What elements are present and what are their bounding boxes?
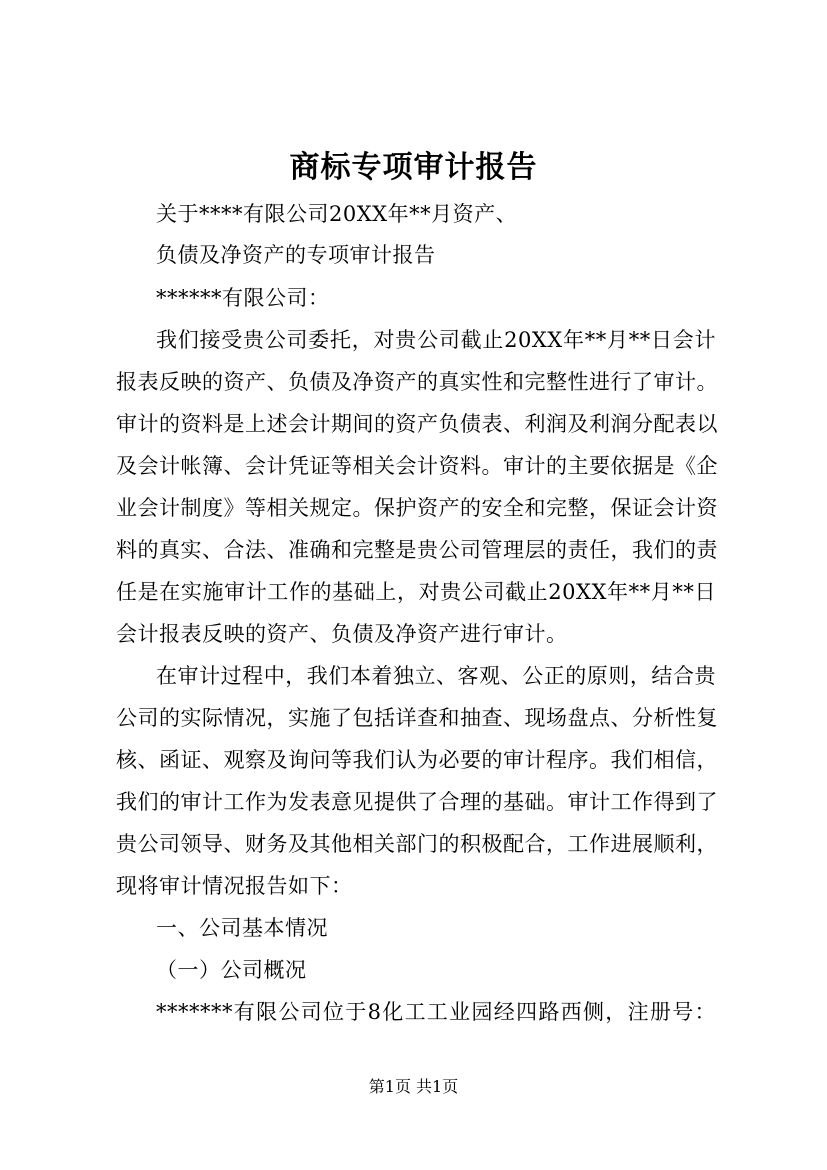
paragraph-1-line-8: 会计报表反映的资产、负债及净资产进行审计。 [116, 622, 568, 646]
paragraph-2-line-2: 公司的实际情况，实施了包括详查和抽查、现场盘点、分析性复 [116, 706, 718, 730]
paragraph-1-line-7: 任是在实施审计工作的基础上，对贵公司截止20XX年**月**日 [116, 580, 716, 604]
page-footer: 第1页 共1页 [368, 1077, 459, 1096]
paragraph-2-line-4: 我们的审计工作为发表意见提供了合理的基础。审计工作得到了 [116, 790, 718, 814]
paragraph-2-line-6: 现将审计情况报告如下： [116, 874, 353, 898]
paragraph-2-line-5: 贵公司领导、财务及其他相关部门的积极配合，工作进展顺利， [116, 832, 718, 856]
subtitle-line-2: 负债及净资产的专项审计报告 [156, 243, 436, 267]
subtitle-line-1: 关于****有限公司20XX年**月资产、 [156, 202, 518, 226]
paragraph-1-line-2: 报表反映的资产、负债及净资产的真实性和完整性进行了审计。 [116, 370, 718, 394]
paragraph-1-line-1: 我们接受贵公司委托，对贵公司截止20XX年**月**日会计 [156, 328, 716, 352]
paragraph-2-line-1: 在审计过程中，我们本着独立、客观、公正的原则，结合贵 [156, 664, 716, 688]
document-title: 商标专项审计报告 [289, 150, 538, 185]
paragraph-1-line-3: 审计的资料是上述会计期间的资产负债表、利润及利润分配表以 [116, 412, 718, 436]
paragraph-1-line-5: 业会计制度》等相关规定。保护资产的安全和完整，保证会计资 [116, 496, 718, 520]
paragraph-1-line-4: 及会计帐簿、会计凭证等相关会计资料。审计的主要依据是《企 [116, 454, 718, 478]
addressee: ******有限公司： [156, 286, 330, 310]
paragraph-1-line-6: 料的真实、合法、准确和完整是贵公司管理层的责任，我们的责 [116, 538, 718, 562]
section-heading: 一、公司基本情况 [156, 916, 328, 940]
subsection-heading: （一）公司概况 [156, 958, 307, 982]
paragraph-2-line-3: 核、函证、观察及询问等我们认为必要的审计程序。我们相信， [116, 748, 718, 772]
company-overview-line-1: *******有限公司位于8化工工业园经四路西侧，注册号： [156, 1000, 716, 1024]
